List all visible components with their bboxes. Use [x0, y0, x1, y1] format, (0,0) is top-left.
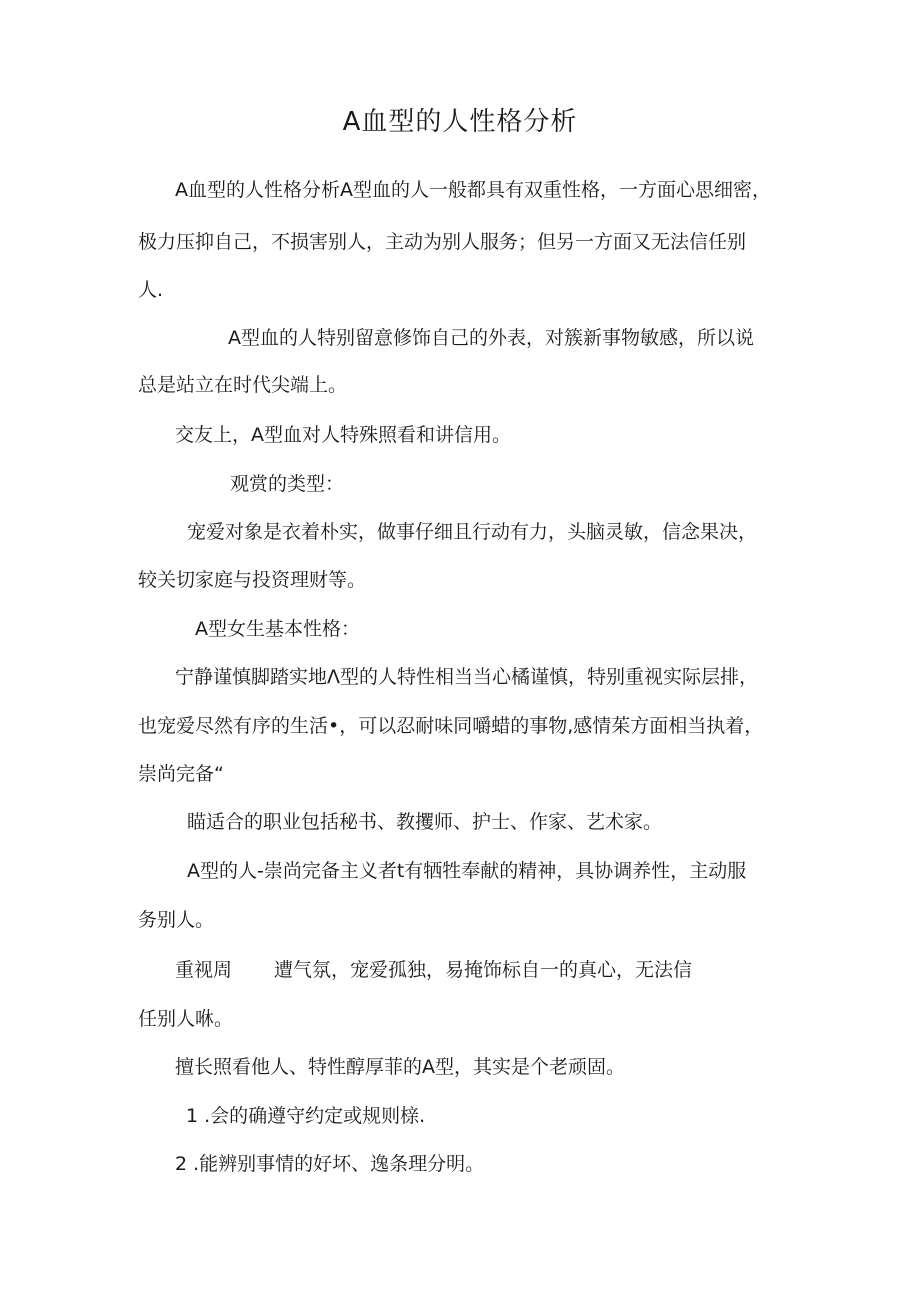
section-heading: A型女生基本性格：	[195, 618, 360, 640]
paragraph-line: 交友上，A型血对人特殊照看和讲信用。	[175, 424, 511, 446]
paragraph-line: 也宠爱尽然有序的生活•，可以忍耐味同嚼蜡的事物,感情茱方面相当执着，	[138, 715, 764, 737]
paragraph-line: 人.	[138, 279, 164, 301]
list-item: 1 .会的确遵守约定或规则榇.	[186, 1105, 426, 1127]
paragraph-line: 宁静谨慎脚踏实地Λ型的人特性相当当心橘谨慎，特别重视实际层排，	[175, 666, 758, 688]
paragraph-line: 擅长照看他人、特性醇厚菲的A型，其实是个老顽固。	[175, 1056, 625, 1078]
paragraph-line: A型血的人特别留意修饰自己的外表，对簇新事物敏感，所以说	[228, 327, 754, 349]
paragraph-line: 宠爱对象是衣着朴实，做事仔细且行动有力，头脑灵敏，信念果决，	[187, 521, 758, 543]
paragraph-line: 重视周	[175, 959, 233, 981]
document-title: A血型的人性格分析	[342, 107, 578, 137]
list-item: 2 .能辨别事情的好坏、逸条理分明。	[175, 1153, 485, 1175]
paragraph-line: 崇尚完备“	[138, 763, 224, 785]
paragraph-line: 务别人。	[138, 909, 215, 931]
paragraph-line: A型的人-崇尚完备主义者t有牺牲奉献的精神，具协调养性，主动服	[187, 860, 747, 882]
paragraph-line: 任别人咻。	[138, 1008, 234, 1030]
paragraph-line: 总是站立在时代尖端上。	[138, 374, 348, 396]
paragraph-line: A血型的人性格分析A型血的人一般都具有双重性格，一方面心思细密，	[175, 179, 771, 201]
section-heading: 观赏的类型：	[230, 473, 345, 495]
paragraph-line: 遭气氛，宠爱孤独，易掩饰标自一的真心，无法信	[274, 959, 693, 981]
paragraph-line: 瞄适合的职业包括秘书、教攫师、护士、作家、艺术家。	[187, 811, 663, 833]
paragraph-line: 较关切家庭与投资理财等。	[138, 569, 367, 591]
paragraph-line: 极力压抑自己，不损害别人，主动为别人服务；但另一方面又无法信任别	[138, 231, 747, 253]
